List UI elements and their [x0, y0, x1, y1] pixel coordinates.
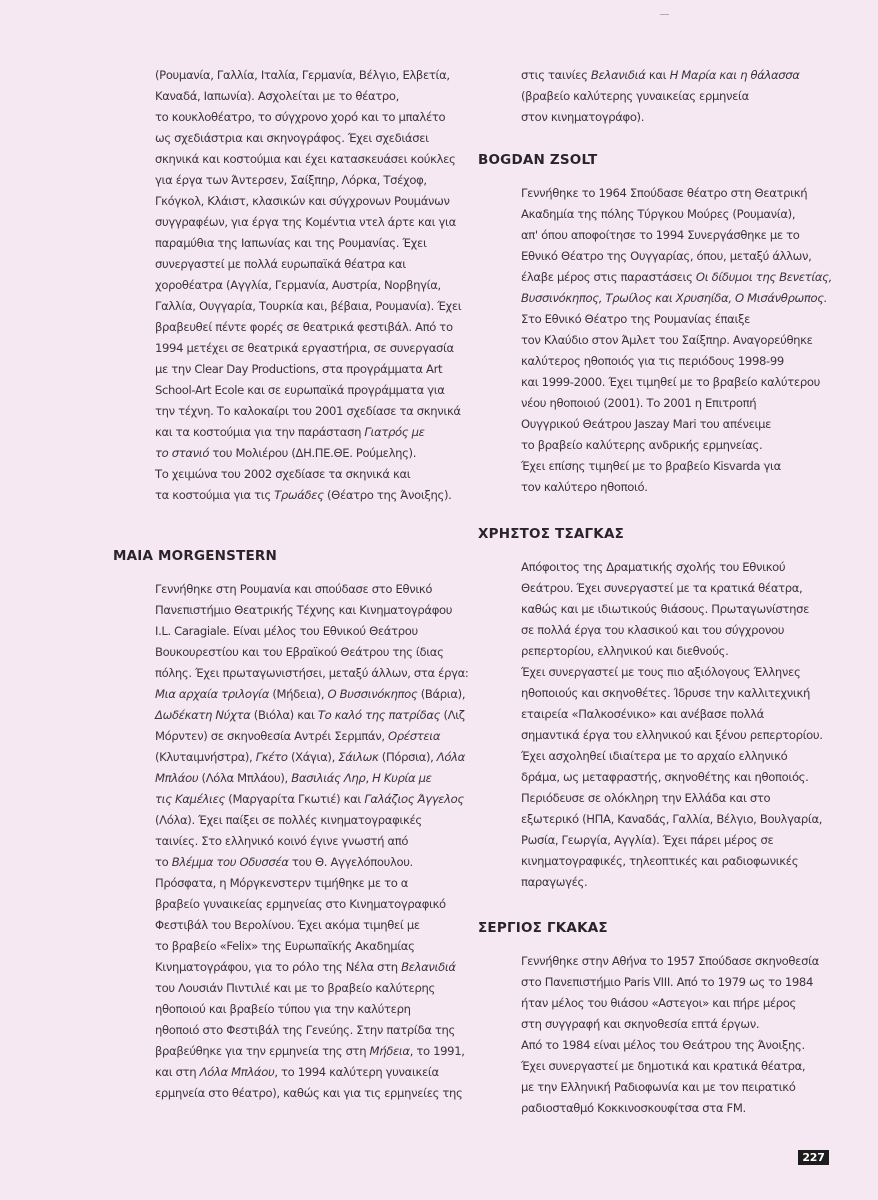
text-line: στη συγγραφή και σκηνοθεσία επτά έργων. — [521, 1017, 760, 1031]
text-line: ρεπερτορίου, ελληνικού και διεθνούς. — [521, 644, 729, 658]
text-line: ως σχεδιάστρια και σκηνογράφος. Έχει σχεδιάσει — [155, 131, 429, 145]
text-line: βραβευθεί πέντε φορές σε θεατρικά φεστιβάλ. Από το — [155, 320, 453, 334]
text-line: Γκόγκολ, Κλάιστ, κλασικών και σύγχρονων Ρουμάνων — [155, 194, 450, 208]
text-line: Καναδά, Ιαπωνία). Ασχολείται με το θέατρο, — [155, 89, 400, 103]
text-line: Γαλλία, Ουγγαρία, Τουρκία και, βέβαια, Ρουμανία). Έχει — [155, 299, 462, 313]
text-line: Ακαδημία της πόλης Τύργκου Μούρες (Ρουμανία), — [521, 207, 796, 221]
text-line: Δωδέκατη Νύχτα (Βιόλα) και Το καλό της πατρίδας (Λιζ — [155, 708, 465, 722]
text-line: καλύτερος ηθοποιός για τις περιόδους 1998-99 — [521, 354, 784, 368]
text-line: Γεννήθηκε στη Ρουμανία και σπούδασε στο Εθνικό — [155, 582, 433, 596]
text-line: και στη Λόλα Μπλάου, το 1994 καλύτερη γυναικεία — [155, 1065, 439, 1079]
text-line: Μια αρχαία τριλογία (Μήδεια), Ο Βυσσινόκηπος (Βάρια), — [155, 687, 466, 701]
text-line: Θεάτρου. Έχει συνεργαστεί με τα κρατικά θέατρα, — [521, 581, 803, 595]
text-line: (βραβείο καλύτερης γυναικείας ερμηνεία — [521, 89, 749, 103]
text-line: ηθοποιού και βραβείο τύπου για την καλύτερη — [155, 1002, 411, 1016]
bio-heading-christos-tsagkas: ΧΡΗΣΤΟΣ ΤΣΑΓΚΑΣ — [478, 526, 625, 542]
text-line: και 1999-2000. Έχει τιμηθεί με το βραβείο καλύτερου — [521, 375, 820, 389]
text-line: με την Ελληνική Ραδιοφωνία και με τον πειρατικό — [521, 1080, 796, 1094]
text-line: το στανιό του Μολιέρου (ΔΗ.ΠΕ.ΘΕ. Ρούμελης). — [155, 446, 417, 460]
text-line: παραγωγές. — [521, 875, 588, 889]
text-line: τις Καμέλιες (Μαργαρίτα Γκωτιέ) και Γαλάζιος Άγγελος — [155, 792, 464, 806]
text-line: βραβεύθηκε για την ερμηνεία της στη Μήδεια, το 1991, — [155, 1044, 465, 1058]
text-line: εξωτερικό (ΗΠΑ, Καναδάς, Γαλλία, Βέλγιο, Βουλγαρία, — [521, 812, 823, 826]
text-line: Γεννήθηκε στην Αθήνα το 1957 Σπούδασε σκηνοθεσία — [521, 954, 819, 968]
text-line: (Κλυταιμνήστρα), Γκέτο (Χάγια), Σάιλωκ (Πόρσια), Λόλα — [155, 750, 465, 764]
text-line: Έχει συνεργαστεί με δημοτικά και κρατικά θέατρα, — [521, 1059, 806, 1073]
text-line: Φεστιβάλ του Βερολίνου. Έχει ακόμα τιμηθεί με — [155, 918, 420, 932]
text-line: στις ταινίες Βελανιδιά και Η Μαρία και η θάλασσα — [521, 68, 800, 82]
text-line: βραβείο γυναικείας ερμηνείας στο Κινηματογραφικό — [155, 897, 446, 911]
text-line: School-Art Ecole και σε ευρωπαϊκά προγράμματα για — [155, 383, 445, 397]
text-line: σε πολλά έργα του κλασικού και του σύγχρονου — [521, 623, 785, 637]
text-line: (Λόλα). Έχει παίξει σε πολλές κινηματογραφικές — [155, 813, 422, 827]
text-line: Εθνικό Θέατρο της Ουγγαρίας, όπου, μεταξύ άλλων, — [521, 249, 812, 263]
text-line: ραδιοσταθμό Κοκκινοσκουφίτσα στα FM. — [521, 1101, 746, 1115]
text-line: και τα κοστούμια για την παράσταση Γιατρός με — [155, 425, 425, 439]
text-line: ήταν μέλος του θιάσου «Αστεγοι» και πήρε μέρος — [521, 996, 796, 1010]
text-line: ερμηνεία στο θέατρο), καθώς και για τις ερμηνείες της — [155, 1086, 463, 1100]
text-line: Ουγγρικού Θεάτρου Jaszay Mari του απένειμε — [521, 417, 772, 431]
text-line: Ρωσία, Γεωργία, Αγγλία). Έχει πάρει μέρος σε — [521, 833, 774, 847]
text-line: Μπλάου (Λόλα Μπλάου), Βασιλιάς Ληρ, Η Κυρία με — [155, 771, 432, 785]
text-line: 1994 μετέχει σε θεατρικά εργαστήρια, σε συνεργασία — [155, 341, 454, 355]
text-line: Βυσσινόκηπος, Τρωίλος και Χρυσηίδα, Ο Μισάνθρωπος. — [521, 291, 828, 305]
text-line: I.L. Caragiale. Είναι μέλος του Εθνικού Θεάτρου — [155, 624, 418, 638]
text-line: Έχει ασχοληθεί ιδιαίτερα με το αρχαίο ελληνικό — [521, 749, 788, 763]
text-line: καθώς και με ιδιωτικούς θιάσους. Πρωταγωνίστησε — [521, 602, 810, 616]
text-line: Γεννήθηκε το 1964 Σπούδασε θέατρο στη Θεατρική — [521, 186, 808, 200]
text-line: Έχει συνεργαστεί με τους πιο αξιόλογους Έλληνες — [521, 665, 801, 679]
text-line: Μόρντεν) σε σκηνοθεσία Αντρέι Σερμπάν, Ορέστεια — [155, 729, 441, 743]
text-line: Περιόδευσε σε ολόκληρη την Ελλάδα και στο — [521, 791, 771, 805]
text-line: παραμύθια της Ιαπωνίας και της Ρουμανίας. Έχει — [155, 236, 427, 250]
scan-mark — [660, 14, 669, 15]
text-line: με την Clear Day Productions, στα προγράμματα Art — [155, 362, 443, 376]
text-line: σημαντικά έργα του ελληνικού και ξένου ρεπερτορίου. — [521, 728, 823, 742]
text-line: το βραβείο καλύτερης ανδρικής ερμηνείας. — [521, 438, 763, 452]
text-line: το Βλέμμα του Οδυσσέα του Θ. Αγγελόπουλου. — [155, 855, 413, 869]
text-line: Στο Εθνικό Θέατρο της Ρουμανίας έπαιξε — [521, 312, 751, 326]
text-line: το βραβείο «Felix» της Ευρωπαϊκής Ακαδημίας — [155, 939, 415, 953]
text-line: ηθοποιό στο Φεστιβάλ της Γενεύης. Στην πατρίδα της — [155, 1023, 455, 1037]
text-line: Πρόσφατα, η Μόργκενστερν τιμήθηκε με το α — [155, 876, 409, 890]
text-line: του Λουσιάν Πιντιλιέ και με το βραβείο καλύτερης — [155, 981, 435, 995]
text-line: τον καλύτερο ηθοποιό. — [521, 480, 648, 494]
bio-heading-maia-morgenstern: MAIA MORGENSTERN — [113, 548, 278, 564]
text-line: σκηνικά και κοστούμια και έχει κατασκευάσει κούκλες — [155, 152, 456, 166]
text-line: νέου ηθοποιού (2001). Το 2001 η Επιτροπή — [521, 396, 757, 410]
text-line: Πανεπιστήμιο Θεατρικής Τέχνης και Κινηματογράφου — [155, 603, 453, 617]
bio-heading-sergios-gkakas: ΣΕΡΓΙΟΣ ΓΚΑΚΑΣ — [478, 920, 608, 936]
text-line: συγγραφέων, για έργα της Κομέντια ντελ άρτε και για — [155, 215, 456, 229]
text-line: κινηματογραφικές, τηλεοπτικές και ραδιοφωνικές — [521, 854, 799, 868]
text-line: ταινίες. Στο ελληνικό κοινό έγινε γνωστή από — [155, 834, 409, 848]
text-line: συνεργαστεί με πολλά ευρωπαϊκά θέατρα και — [155, 257, 406, 271]
text-line: Το χειμώνα του 2002 σχεδίασε τα σκηνικά και — [155, 467, 411, 481]
text-line: (Ρουμανία, Γαλλία, Ιταλία, Γερμανία, Βέλγιο, Ελβετία, — [155, 68, 450, 82]
text-line: δράμα, ως μεταφραστής, σκηνοθέτης και ηθοποιός. — [521, 770, 809, 784]
text-line: ηθοποιούς και σκηνοθέτες. Ίδρυσε την καλλιτεχνική — [521, 686, 810, 700]
text-line: Κινηματογράφου, για το ρόλο της Νέλα στη Βελανιδιά — [155, 960, 456, 974]
text-line: τα κοστούμια για τις Τρωάδες (Θέατρο της Άνοιξης). — [155, 488, 452, 502]
text-line: Από το 1984 είναι μέλος του Θεάτρου της Άνοιξης. — [521, 1038, 805, 1052]
text-line: Απόφοιτος της Δραματικής σχολής του Εθνικού — [521, 560, 786, 574]
text-line: την τέχνη. Το καλοκαίρι του 2001 σχεδίασε τα σκηνικά — [155, 404, 461, 418]
bio-heading-bogdan-zsolt: BOGDAN ZSOLT — [478, 152, 598, 168]
page-number: 227 — [798, 1150, 829, 1165]
text-line: έλαβε μέρος στις παραστάσεις Οι δίδυμοι της Βενετίας, — [521, 270, 832, 284]
text-line: απ' όπου αποφοίτησε το 1994 Συνεργάσθηκε με το — [521, 228, 800, 242]
text-line: τον Κλαύδιο στον Άμλετ του Σαίξπηρ. Αναγορεύθηκε — [521, 333, 813, 347]
text-line: χοροθέατρα (Αγγλία, Γερμανία, Αυστρία, Νορβηγία, — [155, 278, 441, 292]
text-line: για έργα των Άντερσεν, Σαίξπηρ, Λόρκα, Τσέχοφ, — [155, 173, 427, 187]
text-line: στο Πανεπιστήμιο Paris VIII. Από το 1979 ως το 1984 — [521, 975, 813, 989]
text-line: το κουκλοθέατρο, το σύγχρονο χορό και το μπαλέτο — [155, 110, 446, 124]
text-line: πόλης. Έχει πρωταγωνιστήσει, μεταξύ άλλων, στα έργα: — [155, 666, 469, 680]
text-line: στον κινηματογράφο). — [521, 110, 645, 124]
text-line: Βουκουρεστίου και του Εβραϊκού Θεάτρου της ίδιας — [155, 645, 444, 659]
text-line: Έχει επίσης τιμηθεί με το βραβείο Kisvarda για — [521, 459, 781, 473]
text-line: εταιρεία «Παλκοσένικο» και ανέβασε πολλά — [521, 707, 764, 721]
